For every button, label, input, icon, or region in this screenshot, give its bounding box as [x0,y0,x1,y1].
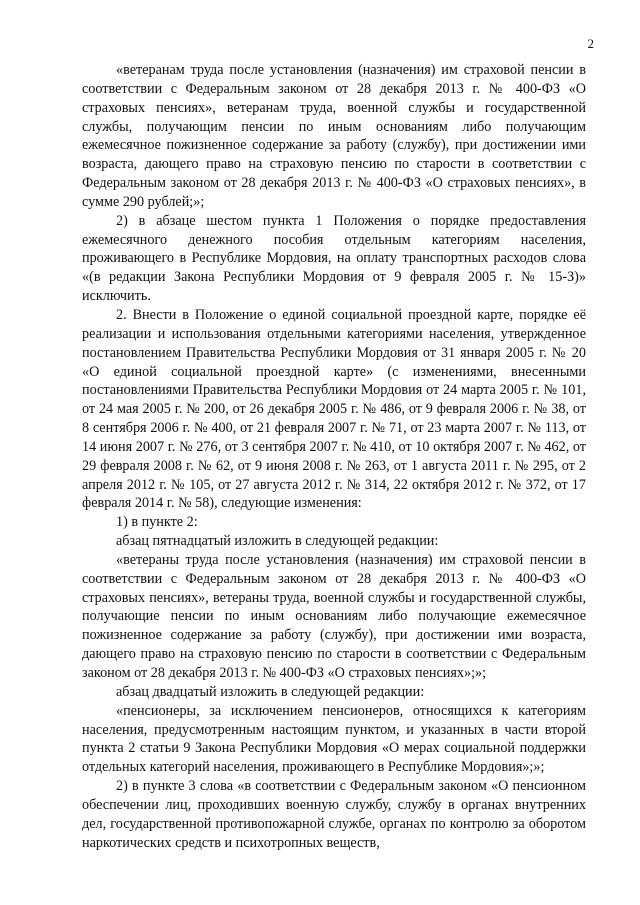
paragraph-section-2-amendments: 2. Внести в Положение о единой социальной проездной карте, порядке её реализации и использования отдельными категориями населения, утвержденное постановлением Правительства Республики Мордовия от 31 января 2005 г. № 20 «О единой социальной проездной карте» (с изменениями, внесенными постановлениями Правительства Республики Мордовия от 24 марта 2005 г. № 101, от 24 мая 2005 г. № 200, от 26 декабря 2005 г. № 486, от 9 февраля 2006 г. № 38, от 8 сентября 2006 г. № 400, от 21 февраля 2007 г. № 71, от 23 марта 2007 г. № 113, от 14 июня 2007 г. № 276, от 3 сентября 2007 г. № 410, от 10 октября 2007 г. № 462, от 29 февраля 2008 г. № 62, от 9 июня 2008 г. № 263, от 1 августа 2011 г. № 295, от 2 апреля 2012 г. № 105, от 27 августа 2012 г. № 314, 22 октября 2012 г. № 372, от 17 февраля 2014 г. № 58), следующие изменения: [82,306,586,512]
paragraph-point-3: 2) в пункте 3 слова «в соответствии с Федеральным законом «О пенсионном обеспечении лиц, проходивших военную службу, службу в органах внутренних дел, государственной противопожарной службе, органах по контролю за оборотом наркотических средств и психотропных веществ, [82,778,586,851]
paragraph-twentieth-clause: абзац двадцатый изложить в следующей редакции: [116,683,425,700]
paragraph-veterans-payment: «ветеранам труда после установления (назначения) им страховой пенсии в соответствии с Федеральным законом от 28 декабря 2013 г. № 400-ФЗ «О страховых пенсиях», ветеранам труда, военной службы и государственной службы, получающим пенсии по иным основаниям либо получающим ежемесячное пожизненное содержание за работу (службу), при достижении ими возраста, дающего право на страховую пенсию по старости в соответствии с Федеральным законом от 28 декабря 2013 г. № 400-ФЗ «О страховых пенсиях», в сумме 290 рублей;»; [82,62,586,210]
document-body [82,61,586,852]
paragraph-item-2-allowance: 2) в абзаце шестом пункта 1 Положения о порядке предоставления ежемесячного денежного пособия отдельным категориям населения, проживающего в Республике Мордовия, на оплату транспортных расходов слова «(в редакции Закона Республики Мордовия от 9 февраля 2005 г. № 15-З)» исключить. [82,212,586,305]
paragraph-veterans-new-wording: «ветераны труда после установления (назначения) им страховой пенсии в соответствии с Федеральным законом от 28 декабря 2013 г. № 400-ФЗ «О страховых пенсиях», ветераны труда, военной службы и государственной службы, получающие пенсии по иным основаниям либо получающие ежемесячное пожизненное содержание за работу (службу), при достижении ими возраста, дающего право на страховую пенсию по старости в соответствии с Федеральным законом от 28 декабря 2013 г. № 400-ФЗ «О страховых пенсиях»;»; [82,551,586,681]
paragraph-fifteenth-clause: абзац пятнадцатый изложить в следующей редакции: [116,533,439,550]
paragraph-pensioners-new-wording: «пенсионеры, за исключением пенсионеров, относящихся к категориям населения, предусмотренным настоящим пунктом, и указанных в части второй пункта 2 статьи 9 Закона Республики Мордовия «О мерах социальной поддержки отдельных категорий населения, проживающего в Республике Мордовия»;»; [82,702,586,776]
page-number: 2 [587,36,594,51]
paragraph-point-2: 1) в пункте 2: [116,514,198,531]
